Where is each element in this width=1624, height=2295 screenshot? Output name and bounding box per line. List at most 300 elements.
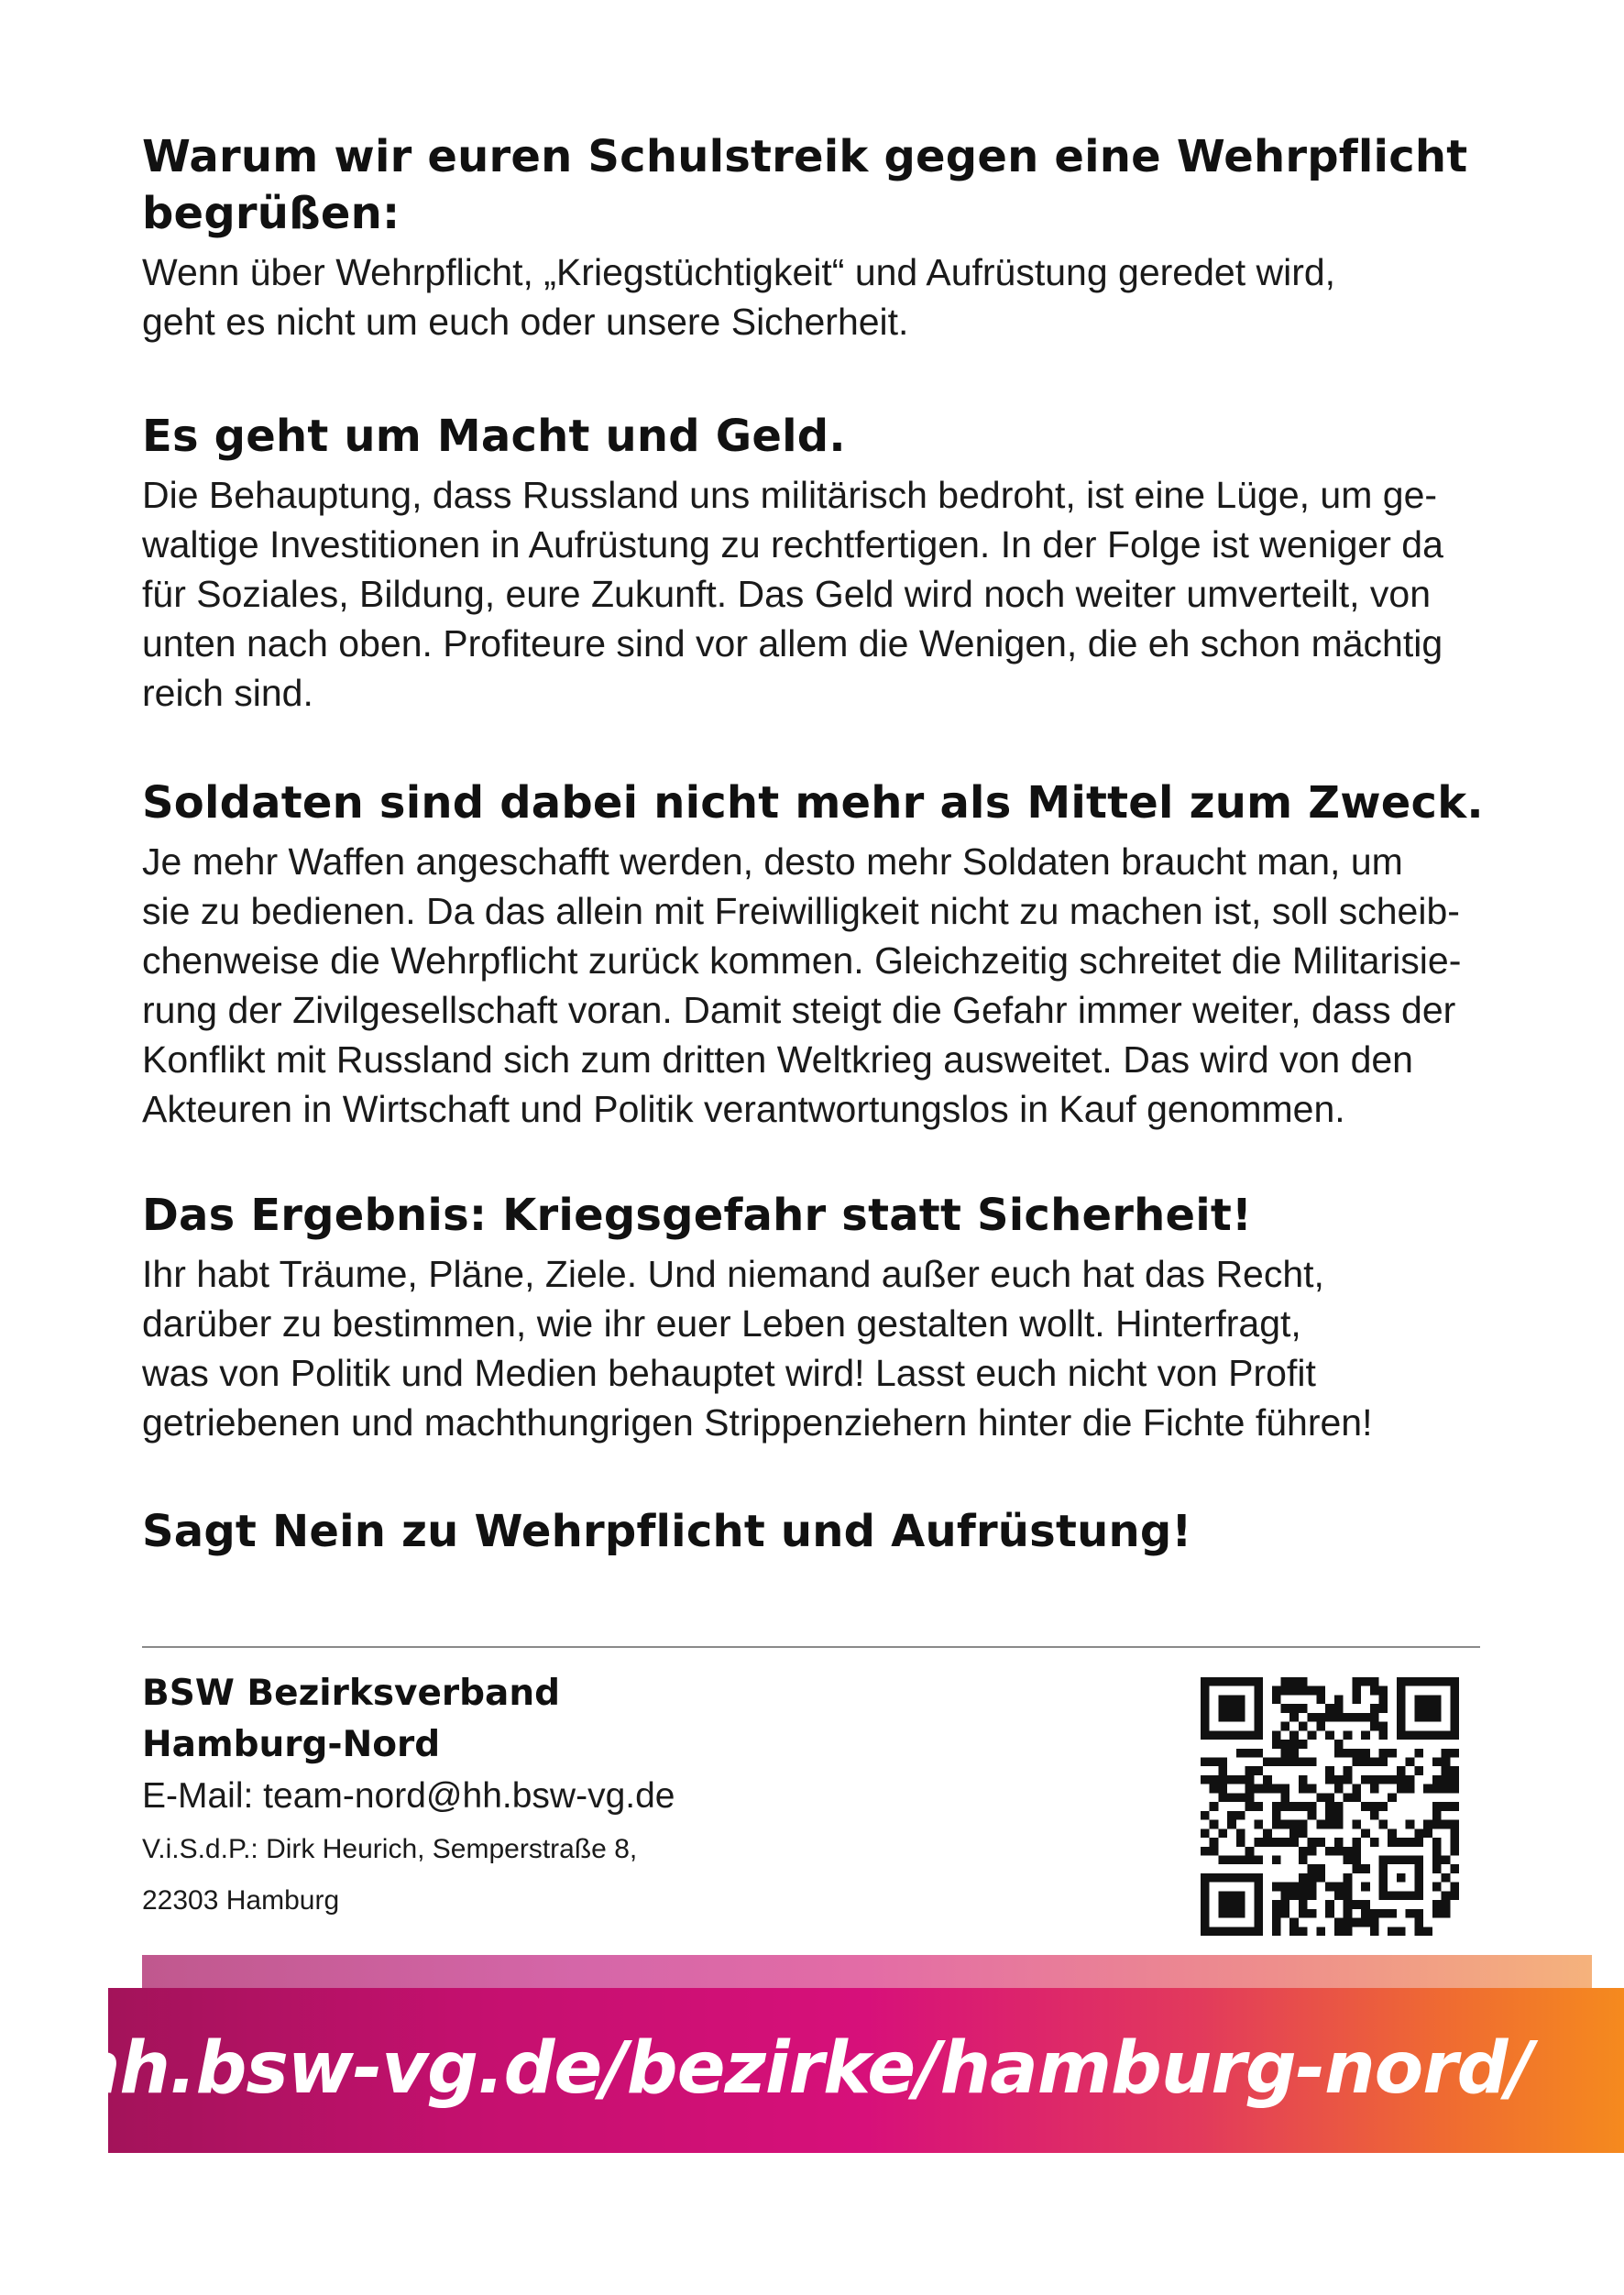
qr-module [1281,1749,1290,1758]
qr-module [1450,1802,1459,1811]
qr-module [1245,1802,1255,1811]
qr-module [1210,1784,1219,1794]
qr-module [1450,1775,1459,1784]
body-line: Akteuren in Wirtschaft und Politik verantwortungslos in Kauf genommen. [142,1088,1345,1130]
qr-module [1432,1811,1442,1820]
qr-module [1245,1749,1255,1758]
qr-module [1432,1784,1442,1794]
qr-module [1352,1686,1361,1696]
body-line: waltige Investitionen in Aufrüstung zu rechtfertigen. In der Folge ist weniger da [142,523,1443,566]
qr-module [1299,1900,1308,1909]
qr-module [1378,1758,1388,1767]
qr-module [1442,1802,1451,1811]
qr-module [1432,1802,1442,1811]
qr-module [1289,1883,1299,1892]
qr-module [1325,1704,1334,1713]
website-url[interactable]: hh.bsw-vg.de/bezirke/hamburg-nord/ [69,2027,1532,2110]
qr-module [1245,1784,1255,1794]
qr-module [1299,1828,1308,1838]
body-line: für Soziales, Bildung, eure Zukunft. Das Geld wird noch weiter umverteilt, von [142,573,1432,615]
qr-module [1210,1847,1219,1856]
section-macht-geld [142,408,1480,718]
qr-module [1308,1784,1317,1794]
qr-module [1432,1847,1442,1856]
qr-module [1289,1749,1299,1758]
qr-module [1442,1820,1451,1829]
qr-module [1236,1838,1245,1847]
qr-module [1344,1713,1353,1722]
qr-module [1432,1909,1442,1918]
section-heading [142,1187,1480,1244]
qr-module [1263,1758,1272,1767]
qr-module [1432,1775,1442,1784]
qr-module [1397,1775,1406,1784]
qr-module [1450,1891,1459,1900]
qr-code-icon[interactable] [1201,1677,1459,1936]
qr-module [1414,1838,1423,1847]
qr-module [1325,1802,1334,1811]
qr-module [1370,1838,1379,1847]
qr-module [1378,1909,1388,1918]
qr-module [1378,1722,1388,1731]
qr-module [1254,1784,1263,1794]
qr-module [1308,1864,1317,1873]
qr-module [1361,1677,1370,1686]
qr-module [1325,1900,1334,1909]
qr-module [1201,1758,1210,1767]
footer-divider [142,1646,1480,1648]
qr-module [1450,1820,1459,1829]
qr-module [1299,1740,1308,1749]
body-line: getriebenen und machthungrigen Strippenziehern hinter die Fichte führen! [142,1401,1373,1444]
qr-module [1423,1820,1432,1829]
qr-module [1263,1784,1272,1794]
qr-module [1299,1758,1308,1767]
org-name: BSW Bezirksverband [142,1673,561,1714]
qr-module [1352,1864,1361,1873]
qr-module [1245,1766,1255,1775]
qr-module [1361,1730,1370,1740]
qr-module [1289,1828,1299,1838]
qr-module [1289,1838,1299,1847]
qr-module [1334,1891,1344,1900]
qr-module [1254,1749,1263,1758]
qr-module [1352,1918,1361,1927]
qr-module [1299,1677,1308,1686]
body-line: sie zu bedienen. Da das allein mit Freiwilligkeit nicht zu machen ist, soll scheib- [142,890,1460,932]
qr-module [1299,1847,1308,1856]
qr-module [1281,1900,1290,1909]
qr-module [1370,1927,1379,1936]
qr-module [1308,1873,1317,1883]
qr-module [1272,1784,1281,1794]
section-sagt-nein [142,1503,1480,1560]
qr-module [1334,1802,1344,1811]
qr-module [1299,1909,1308,1918]
qr-module [1414,1828,1423,1838]
qr-module [1370,1775,1379,1784]
qr-module [1236,1775,1245,1784]
decorative-gradient-strip [142,1955,1592,1988]
qr-module [1361,1883,1370,1892]
qr-module [1370,1722,1379,1731]
url-banner [69,1988,1624,2153]
qr-module [1299,1784,1308,1794]
qr-module [1450,1883,1459,1892]
qr-module [1397,1838,1406,1847]
heading-line: Soldaten sind dabei nicht mehr als Mittel zum Zweck. [142,777,1484,829]
qr-module [1281,1820,1290,1829]
qr-module [1432,1758,1442,1767]
section-body [142,470,1480,718]
qr-module [1344,1847,1353,1856]
qr-module [1361,1828,1370,1838]
qr-module [1442,1758,1451,1767]
qr-module [1316,1820,1325,1829]
qr-module [1361,1749,1370,1758]
qr-module [1352,1900,1361,1909]
qr-module [1308,1909,1317,1918]
qr-module [1334,1749,1344,1758]
qr-module [1218,1766,1227,1775]
qr-module [1316,1927,1325,1936]
qr-module [1308,1891,1317,1900]
qr-module [1281,1784,1290,1794]
qr-module [1370,1918,1379,1927]
qr-module [1236,1828,1245,1838]
qr-module [1432,1855,1442,1864]
qr-module [1361,1864,1370,1873]
qr-module [1442,1909,1451,1918]
qr-module [1281,1758,1290,1767]
qr-module [1245,1775,1255,1784]
qr-module [1361,1775,1370,1784]
qr-module [1325,1909,1334,1918]
qr-module [1406,1820,1415,1829]
qr-module [1289,1891,1299,1900]
qr-module [1210,1758,1219,1767]
qr-module [1289,1730,1299,1740]
qr-module [1370,1758,1379,1767]
qr-module [1272,1820,1281,1829]
qr-module [1281,1686,1290,1696]
qr-module [1370,1784,1379,1794]
qr-module [1352,1847,1361,1856]
qr-module [1450,1864,1459,1873]
qr-module [1423,1828,1432,1838]
qr-module [1344,1775,1353,1784]
section-body [142,247,1480,346]
qr-module [1281,1793,1290,1802]
qr-module [1289,1918,1299,1927]
qr-module [1281,1838,1290,1847]
qr-module [1299,1686,1308,1696]
qr-module [1316,1713,1325,1722]
qr-module [1263,1775,1272,1784]
qr-module [1432,1883,1442,1892]
qr-module [1210,1802,1219,1811]
section-body [142,837,1480,1134]
qr-module [1344,1793,1353,1802]
qr-module [1316,1873,1325,1883]
qr-module [1414,1909,1423,1918]
qr-module [1227,1811,1236,1820]
qr-module [1325,1820,1334,1829]
qr-module [1344,1918,1353,1927]
qr-module [1361,1918,1370,1927]
qr-module [1254,1838,1263,1847]
qr-module [1289,1820,1299,1829]
qr-module [1388,1775,1397,1784]
qr-module [1388,1838,1397,1847]
qr-module [1272,1838,1281,1847]
qr-module [1308,1713,1317,1722]
qr-module [1263,1828,1272,1838]
qr-module [1325,1793,1334,1802]
qr-module [1201,1847,1210,1856]
qr-module [1316,1838,1325,1847]
qr-module [1316,1793,1325,1802]
qr-module [1378,1802,1388,1811]
qr-module [1344,1927,1353,1936]
qr-module [1281,1883,1290,1892]
qr-module [1378,1704,1388,1713]
section-heading [142,774,1484,831]
qr-module [1352,1713,1361,1722]
qr-module [1442,1891,1451,1900]
qr-module [1344,1909,1353,1918]
qr-module [1281,1722,1290,1731]
qr-module [1352,1749,1361,1758]
contact-block [142,1668,967,1925]
qr-module [1442,1766,1451,1775]
qr-module [1299,1820,1308,1829]
qr-module [1218,1855,1227,1864]
qr-module [1432,1864,1442,1873]
qr-module [1352,1695,1361,1704]
qr-module [1334,1695,1344,1704]
visdp-address: 22303 Hamburg [142,1885,340,1916]
qr-module [1325,1883,1334,1892]
qr-module [1432,1820,1442,1829]
qr-module [1432,1838,1442,1847]
qr-module [1344,1891,1353,1900]
section-body [142,1249,1480,1447]
heading-line: Warum wir euren Schulstreik gegen eine Wehrpflicht [142,131,1468,182]
qr-module [1325,1766,1334,1775]
qr-module [1227,1775,1236,1784]
contact-email[interactable]: E-Mail: team-nord@hh.bsw-vg.de [142,1776,675,1816]
heading-line: Das Ergebnis: Kriegsgefahr statt Sicherheit! [142,1190,1253,1241]
qr-module [1218,1784,1227,1794]
qr-module [1272,1695,1281,1704]
qr-module [1236,1855,1245,1864]
qr-module [1289,1713,1299,1722]
qr-module [1388,1828,1397,1838]
qr-module [1388,1793,1397,1802]
qr-module [1344,1873,1353,1883]
qr-module [1361,1900,1370,1909]
qr-module [1325,1811,1334,1820]
qr-module [1299,1855,1308,1864]
section-ergebnis [142,1187,1480,1447]
qr-module [1289,1802,1299,1811]
qr-module [1236,1811,1245,1820]
qr-module [1370,1811,1379,1820]
qr-module [1414,1927,1423,1936]
heading-line: Sagt Nein zu Wehrpflicht und Aufrüstung! [142,1506,1192,1557]
body-line: unten nach oben. Profiteure sind vor allem die Wenigen, die eh schon mächtig [142,622,1443,664]
qr-module [1334,1775,1344,1784]
qr-module [1344,1766,1353,1775]
qr-module [1325,1713,1334,1722]
qr-module [1245,1847,1255,1856]
body-line: Wenn über Wehrpflicht, „Kriegstüchtigkeit“ und Aufrüstung geredet wird, [142,251,1336,293]
qr-module [1334,1918,1344,1927]
qr-module [1442,1855,1451,1864]
qr-module [1414,1766,1423,1775]
qr-module [1316,1686,1325,1696]
qr-module [1361,1758,1370,1767]
qr-module [1406,1909,1415,1918]
qr-module [1272,1927,1281,1936]
qr-module [1450,1784,1459,1794]
qr-module [1289,1927,1299,1936]
qr-module [1406,1784,1415,1794]
qr-module [1423,1784,1432,1794]
qr-module [1414,1749,1423,1758]
qr-module [1344,1855,1353,1864]
body-line: Die Behauptung, dass Russland uns militärisch bedroht, ist eine Lüge, um ge- [142,474,1438,516]
qr-module [1352,1784,1361,1794]
qr-module [1325,1730,1334,1740]
qr-module [1442,1784,1451,1794]
qr-module [1442,1775,1451,1784]
qr-module [1272,1802,1281,1811]
body-line: chenweise die Wehrpflicht zurück kommen. Gleichzeitig schreitet die Militarisie- [142,939,1462,982]
qr-module [1254,1802,1263,1811]
qr-module [1334,1847,1344,1856]
qr-module [1334,1740,1344,1749]
body-line: reich sind. [142,672,313,714]
section-heading [142,128,1480,242]
qr-module [1397,1766,1406,1775]
section-schulstreik [142,128,1480,346]
qr-module [1245,1793,1255,1802]
qr-module [1378,1775,1388,1784]
qr-module [1218,1775,1227,1784]
qr-module [1361,1713,1370,1722]
qr-module [1308,1686,1317,1696]
qr-module [1442,1873,1451,1883]
qr-module [1245,1855,1255,1864]
body-line: Ihr habt Träume, Pläne, Ziele. Und niemand außer euch hat das Recht, [142,1253,1324,1295]
qr-module [1361,1909,1370,1918]
qr-module [1378,1749,1388,1758]
qr-module [1272,1730,1281,1740]
qr-module [1406,1758,1415,1767]
qr-module [1388,1749,1397,1758]
qr-module [1388,1909,1397,1918]
qr-module [1378,1695,1388,1704]
qr-module [1308,1730,1317,1740]
qr-module [1334,1820,1344,1829]
qr-module [1352,1838,1361,1847]
qr-module [1281,1677,1290,1686]
qr-module [1281,1704,1290,1713]
qr-module [1281,1909,1290,1918]
qr-module [1308,1847,1317,1856]
qr-module [1388,1927,1397,1936]
qr-module [1308,1811,1317,1820]
qr-module [1450,1828,1459,1838]
qr-module [1325,1847,1334,1856]
qr-module [1299,1891,1308,1900]
qr-module [1361,1802,1370,1811]
qr-module [1370,1909,1379,1918]
qr-module [1352,1758,1361,1767]
qr-module [1344,1730,1353,1740]
qr-module [1299,1873,1308,1883]
qr-module [1289,1740,1299,1749]
qr-module [1442,1749,1451,1758]
qr-module [1370,1704,1379,1713]
qr-module [1272,1918,1281,1927]
qr-module [1370,1686,1379,1696]
qr-module [1370,1802,1379,1811]
qr-module [1442,1900,1451,1909]
qr-module [1316,1722,1325,1731]
qr-module [1352,1820,1361,1829]
qr-module [1334,1713,1344,1722]
qr-module [1201,1828,1210,1838]
qr-module [1352,1855,1361,1864]
qr-module [1272,1740,1281,1749]
qr-module [1406,1775,1415,1784]
body-line: Konflikt mit Russland sich zum dritten Weltkrieg ausweitet. Das wird von den [142,1038,1413,1081]
qr-module [1299,1927,1308,1936]
qr-module [1378,1730,1388,1740]
section-heading [142,408,1480,465]
section-soldaten [142,774,1484,1134]
qr-module [1272,1855,1281,1864]
qr-module [1281,1802,1290,1811]
qr-module [1210,1820,1219,1829]
closing-heading [142,1503,1480,1560]
qr-module [1334,1784,1344,1794]
qr-module [1289,1704,1299,1713]
qr-module [1316,1695,1325,1704]
qr-module [1218,1828,1227,1838]
qr-module [1334,1704,1344,1713]
qr-module [1272,1900,1281,1909]
qr-module [1289,1758,1299,1767]
qr-module [1227,1820,1236,1829]
body-line: was von Politik und Medien behauptet wird! Lasst euch nicht von Profit [142,1352,1316,1394]
qr-module [1263,1838,1272,1847]
qr-module [1370,1677,1379,1686]
qr-module [1316,1864,1325,1873]
qr-module [1254,1855,1263,1864]
body-line: geht es nicht um euch oder unsere Sicherheit. [142,301,909,343]
qr-module [1289,1686,1299,1696]
qr-module [1334,1838,1344,1847]
qr-module [1201,1811,1210,1820]
qr-module [1308,1883,1317,1892]
qr-module [1281,1740,1290,1749]
qr-module [1272,1758,1281,1767]
qr-module [1308,1758,1317,1767]
